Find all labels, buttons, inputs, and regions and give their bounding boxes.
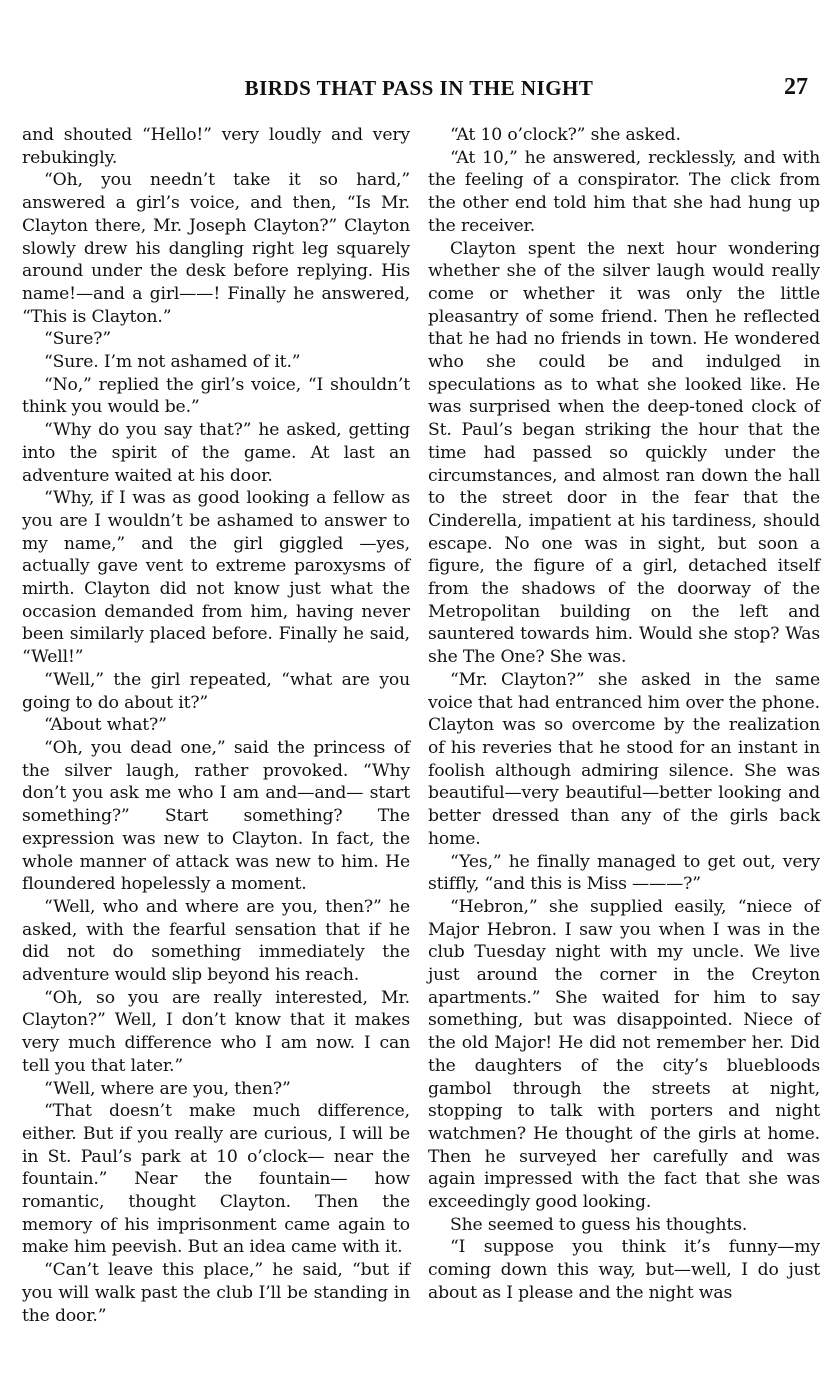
page-number: 27 xyxy=(784,74,808,100)
running-head xyxy=(0,76,838,106)
paragraph: “Sure. I’m not ashamed of it.” xyxy=(44,352,301,373)
left-column xyxy=(22,124,410,1327)
paragraph: “At 10,” he answered, recklessly, and with the feeling of a conspirator. The click from the other end told him that she had hung up the receiver. xyxy=(428,147,820,236)
paragraph: “Oh, so you are really interested, Mr. Clayton?” Well, I don’t know that it makes very much difference who I am now. I can tell you that later.” xyxy=(22,987,410,1076)
paragraph: “I suppose you think it’s funny—my coming down this way, but—well, I do just about as I please and the night was xyxy=(428,1237,820,1303)
paragraph: “About what?” xyxy=(44,715,167,736)
paragraph: “Sure?” xyxy=(44,329,111,350)
paragraph: “Well, who and where are you, then?” he asked, with the fearful sensation that if he did not do something immediately the adventure would slip beyond his reach. xyxy=(22,896,410,986)
right-column xyxy=(428,124,820,1305)
paragraph: “Oh, you needn’t take it so hard,” answered a girl’s voice, and then, “Is Mr. Clayton there, Mr. Joseph Clayton?” Clayton slowly drew his dangling right leg squarely around under the desk before replying. His name!—and a girl——! Finally he answered, “This is Clayton.” xyxy=(22,170,410,327)
paragraph: “Hebron,” she supplied easily, “niece of Major Hebron. I saw you when I was in the club Tuesday night with my uncle. We live just around the corner in the Creyton apartments.” She waited for him to say something, but was disappointed. Niece of the old Major! He did not remember her. Did the daughters of the city’s bluebloods gambol through the streets at night, stopping to talk with porters and night watchmen? He thought of the girls at home. Then he surveyed her carefully and was again impressed with the fact that she was exceedingly good looking. xyxy=(428,896,820,1213)
paragraph: Clayton spent the next hour wondering whether she of the silver laugh would really come or whether it was only the little pleasantry of some friend. Then he reflected that he had no friends in town. He wondered who she could be and indulged in speculations as to what she looked like. He was surprised when the deep-toned clock of St. Paul’s began striking the hour that the time had passed so quickly under the circumstances, and almost ran down the hall to the street door in the fear that the Cinderella, impatient at his tardiness, should escape. No one was in sight, but soon a figure, the figure of a girl, detached itself from the shadows of the doorway of the Metropolitan building on the left and sauntered towards him. Would she stop? Was she The One? She was. xyxy=(428,238,820,668)
paragraph: and shouted “Hello!” very loudly and very rebukingly. xyxy=(22,125,410,168)
paragraph: “Oh, you dead one,” said the princess of the silver laugh, rather provoked. “Why don’t you ask me who I am and—and— start something?” Start something? The expression was new to Clayton. In fact, the whole manner of attack was new to him. He floundered hopelessly a moment. xyxy=(22,737,410,895)
paragraph: “Yes,” he finally managed to get out, very stiffly, “and this is Miss ———?” xyxy=(428,851,820,895)
paragraph: “Why do you say that?” he asked, getting into the spirit of the game. At last an adventure waited at his door. xyxy=(22,420,410,486)
paragraph: “Well,” the girl repeated, “what are you going to do about it?” xyxy=(22,669,410,713)
paragraph: “No,” replied the girl’s voice, “I shouldn’t think you would be.” xyxy=(22,374,410,418)
paragraph: “Can’t leave this place,” he said, “but if you will walk past the club I’ll be standing in the door.” xyxy=(22,1260,410,1326)
paragraph: “Well, where are you, then?” xyxy=(44,1078,291,1099)
paragraph: “That doesn’t make much difference, either. But if you really are curious, I will be in St. Paul’s park at 10 o’clock— near the fountain.” Near the fountain— how romantic, thought Clayton. Then the memory of his imprisonment came again to make him peevish. But an idea came with it. xyxy=(22,1101,410,1258)
running-title: BIRDS THAT PASS IN THE NIGHT xyxy=(244,76,594,100)
paragraph: “Why, if I was as good looking a fellow as you are I wouldn’t be ashamed to answer to my name,” and the girl giggled —yes, actually gave vent to extreme paroxysms of mirth. Clayton did not know just what the occasion demanded from him, having never been similarly placed before. Finally he said, “Well!” xyxy=(22,488,410,668)
paragraph: She seemed to guess his thoughts. xyxy=(450,1214,748,1235)
paragraph: “At 10 o’clock?” she asked. xyxy=(450,125,681,145)
paragraph: “Mr. Clayton?” she asked in the same voice that had entranced him over the phone. Clayton was so overcome by the realization of his reveries that he stood for an instant in foolish although admiring silence. She was beautiful—very beautiful—better looking and better dressed than any of the girls back home. xyxy=(428,669,820,849)
